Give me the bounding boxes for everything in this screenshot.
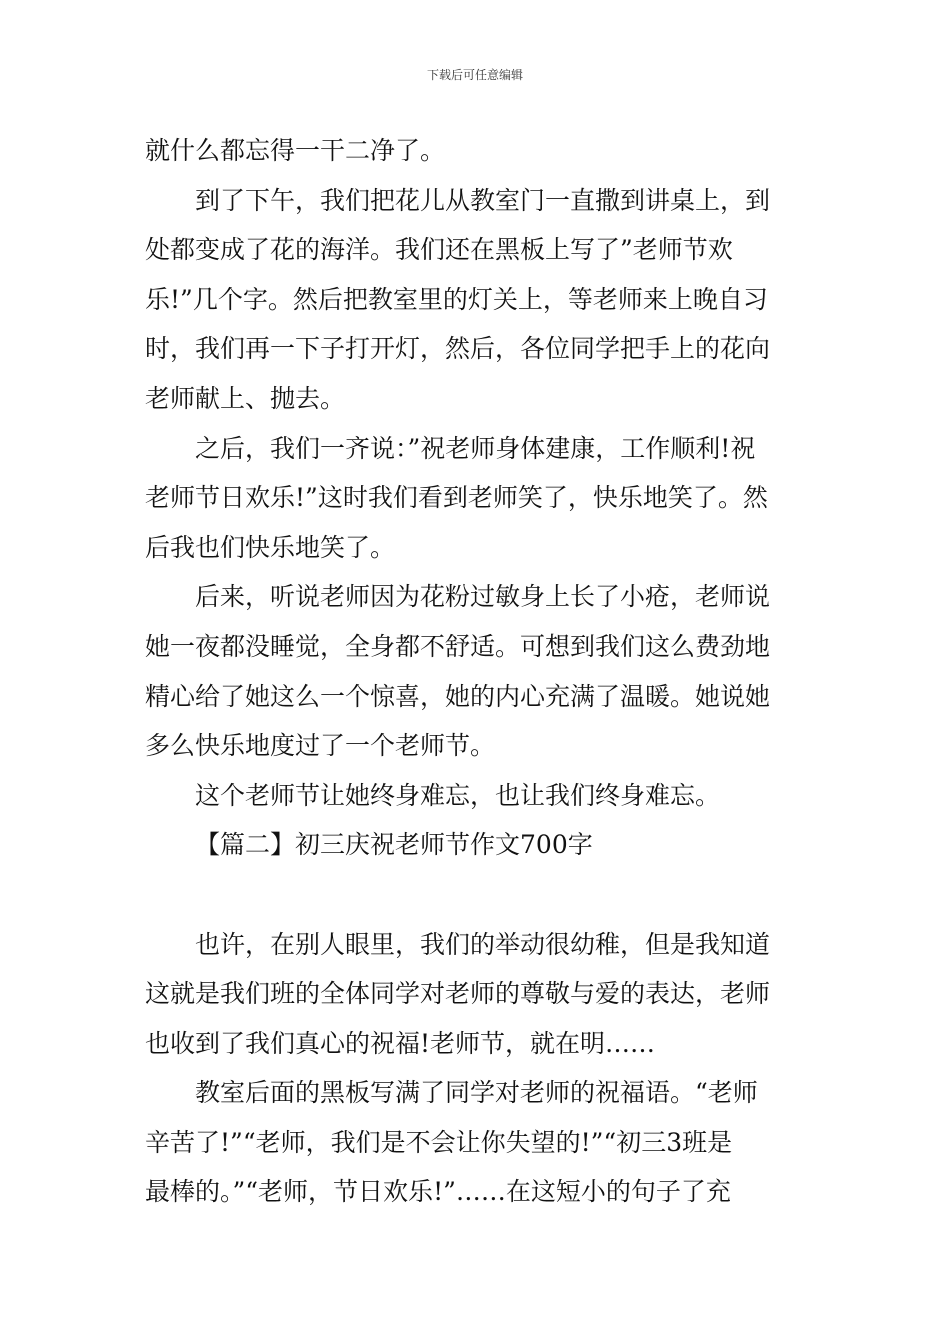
text-line: 后我也们快乐地笑了。	[145, 532, 396, 562]
text-line: 这就是我们班的全体同学对老师的尊敬与爱的表达，老师	[145, 979, 771, 1009]
blank-line	[145, 870, 810, 920]
text-line: 这个老师节让她终身难忘，也让我们终身难忘。	[145, 780, 721, 810]
text-line: 辛苦了!”“老师，我们是不会让你失望的!”“初三3班是	[145, 1127, 733, 1157]
text-line: 就什么都忘得一干二净了。	[145, 136, 446, 165]
text-line: 后来，听说老师因为花粉过敏身上长了小疮，老师说	[145, 582, 771, 612]
document-body	[145, 126, 810, 1217]
text-line: 到了下午，我们把花儿从教室门一直撒到讲桌上，到	[145, 185, 771, 215]
text-line: 时，我们再一下子打开灯，然后，各位同学把手上的花向	[145, 334, 771, 364]
text-line: 精心给了她这么一个惊喜，她的内心充满了温暖。她说她	[145, 681, 771, 711]
text-line: 处都变成了花的海洋。我们还在黑板上写了”老师节欢	[145, 235, 733, 265]
section-heading: 【篇二】初三庆祝老师节作文700字	[195, 830, 593, 860]
text-line: 最棒的。”“老师，节日欢乐!”……在这短小的句子了充	[145, 1177, 731, 1207]
text-line: 教室后面的黑板写满了同学对老师的祝福语。“老师	[145, 1078, 758, 1108]
text-line: 也许，在别人眼里，我们的举动很幼稚，但是我知道	[145, 929, 771, 959]
page-header: 下载后可任意编辑	[426, 68, 523, 82]
text-line: 老师献上、抛去。	[145, 383, 346, 413]
text-line: 乐!”几个字。然后把教室里的灯关上，等老师来上晚自习	[145, 284, 768, 314]
text-line: 她一夜都没睡觉，全身都不舒适。可想到我们这么费劲地	[145, 631, 771, 661]
text-line: 之后，我们一齐说：”祝老师身体建康，工作顺利!祝	[145, 433, 756, 463]
text-line: 老师节日欢乐!”这时我们看到老师笑了，快乐地笑了。然	[145, 483, 768, 513]
text-line: 多么快乐地度过了一个老师节。	[145, 731, 496, 761]
text-line: 也收到了我们真心的祝福!老师节，就在明……	[145, 1028, 656, 1058]
